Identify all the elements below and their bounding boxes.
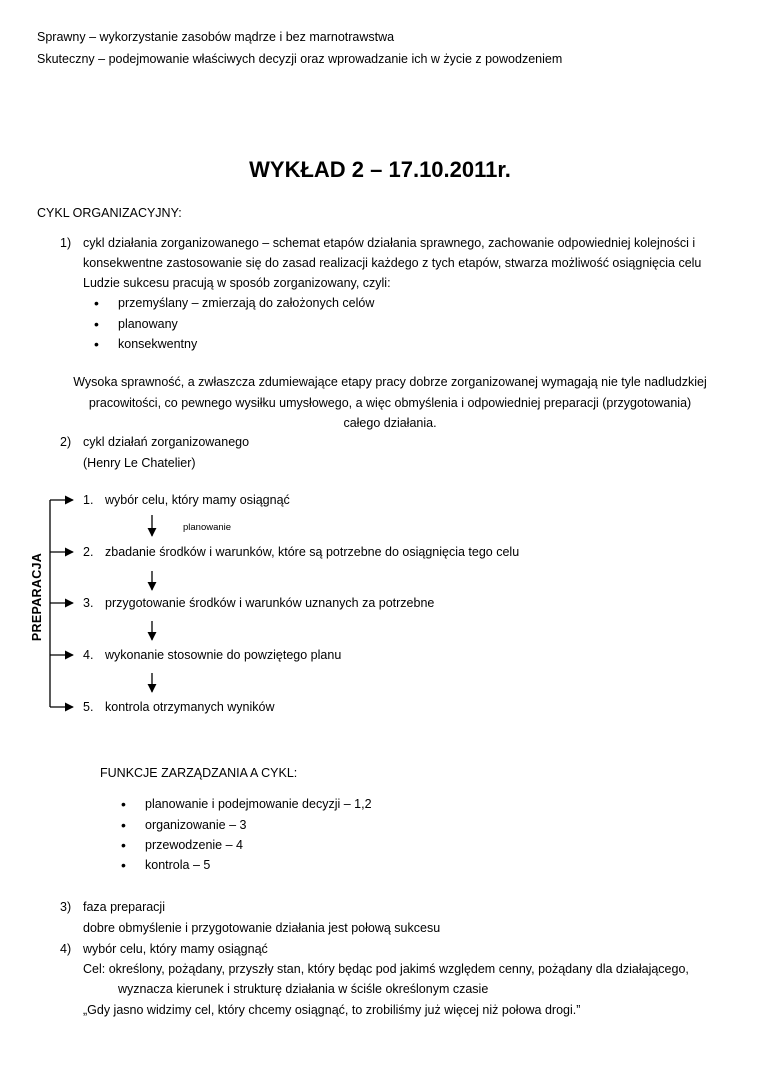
item3-line-1: faza preparacji — [83, 900, 165, 914]
step-text: zbadanie środków i warunków, które są potrzebne do osiągnięcia tego celu — [105, 545, 520, 559]
item4-quote: „Gdy jasno widzimy cel, który chcemy osiągnąć, to zrobiliśmy już więcej niż połowa drogi.” — [83, 1003, 581, 1017]
step-number: 3. — [83, 596, 94, 610]
item2-number: 2) — [60, 435, 72, 449]
list-item: konsekwentny — [118, 337, 198, 351]
intro-line-1: Sprawny – wykorzystanie zasobów mądrze i bez marnotrawstwa — [37, 30, 395, 44]
quote-line-2: pracowitości, co pewnego wysiłku umysłowego, a więc obmyślenia i odpowiedniej preparacji (przygotowania) — [88, 396, 692, 410]
step-number: 2. — [83, 545, 94, 559]
item4-line-3: wyznacza kierunek i strukturę działania w ściśle określonym czasie — [118, 982, 489, 996]
step-number: 1. — [83, 493, 94, 507]
list-item: przemyślany – zmierzają do założonych celów — [118, 296, 375, 310]
step-number: 4. — [83, 648, 94, 662]
bullet-icon: • — [121, 817, 126, 833]
bullet-icon: • — [121, 837, 126, 853]
planowanie-label: planowanie — [183, 522, 232, 533]
item3-line-2: dobre obmyślenie i przygotowanie działania jest połową sukcesu — [83, 921, 441, 935]
bullet-icon: • — [121, 857, 126, 873]
preparacja-label: PREPARACJA — [30, 552, 44, 642]
section-heading: CYKL ORGANIZACYJNY: — [37, 206, 182, 220]
list-item: planowany — [118, 317, 178, 331]
item4-line-2: Cel: określony, pożądany, przyszły stan, który będąc pod jakimś względem cenny, pożądany dla działającego, — [83, 962, 689, 976]
list-item: przewodzenie – 4 — [145, 838, 243, 852]
item1-line-2: konsekwentne zastosowanie się do zasad realizacji każdego z tych etapów, stwarza możliwość osiągnięcia celu — [83, 256, 702, 270]
item1-number: 1) — [60, 236, 72, 250]
bullet-icon: • — [94, 295, 99, 311]
step-text: kontrola otrzymanych wyników — [105, 700, 275, 714]
bullet-icon: • — [94, 336, 99, 352]
quote-line-1: Wysoka sprawność, a zwłaszcza zdumiewające etapy pracy dobrze zorganizowanej wymagają nie tyle nadludzkiej — [73, 375, 707, 389]
item2-line-2: (Henry Le Chatelier) — [83, 456, 196, 470]
step-text: wykonanie stosownie do powziętego planu — [105, 648, 342, 662]
list-item: kontrola – 5 — [145, 858, 211, 872]
intro-line-2: Skuteczny – podejmowanie właściwych decyzji oraz wprowadzanie ich w życie z powodzeniem — [37, 52, 563, 66]
item4-line-1: wybór celu, który mamy osiągnąć — [83, 942, 268, 956]
item4-number: 4) — [60, 942, 72, 956]
bullet-icon: • — [121, 796, 126, 812]
step-text: przygotowanie środków i warunków uznanych za potrzebne — [105, 596, 435, 610]
step-text: wybór celu, który mamy osiągnąć — [105, 493, 290, 507]
item3-number: 3) — [60, 900, 72, 914]
bullet-icon: • — [94, 316, 99, 332]
list-item: organizowanie – 3 — [145, 818, 247, 832]
item1-line-3: Ludzie sukcesu pracują w sposób zorganizowany, czyli: — [83, 276, 391, 290]
item2-line-1: cykl działań zorganizowanego — [83, 435, 250, 449]
functions-heading: FUNKCJE ZARZĄDZANIA A CYKL: — [100, 766, 298, 780]
quote-line-3: całego działania. — [343, 416, 437, 430]
step-number: 5. — [83, 700, 94, 714]
item1-line-1: cykl działania zorganizowanego – schemat etapów działania sprawnego, zachowanie odpowiedniej kolejności i — [83, 236, 696, 250]
list-item: planowanie i podejmowanie decyzji – 1,2 — [145, 797, 372, 811]
page-title: WYKŁAD 2 – 17.10.2011r. — [249, 157, 511, 182]
